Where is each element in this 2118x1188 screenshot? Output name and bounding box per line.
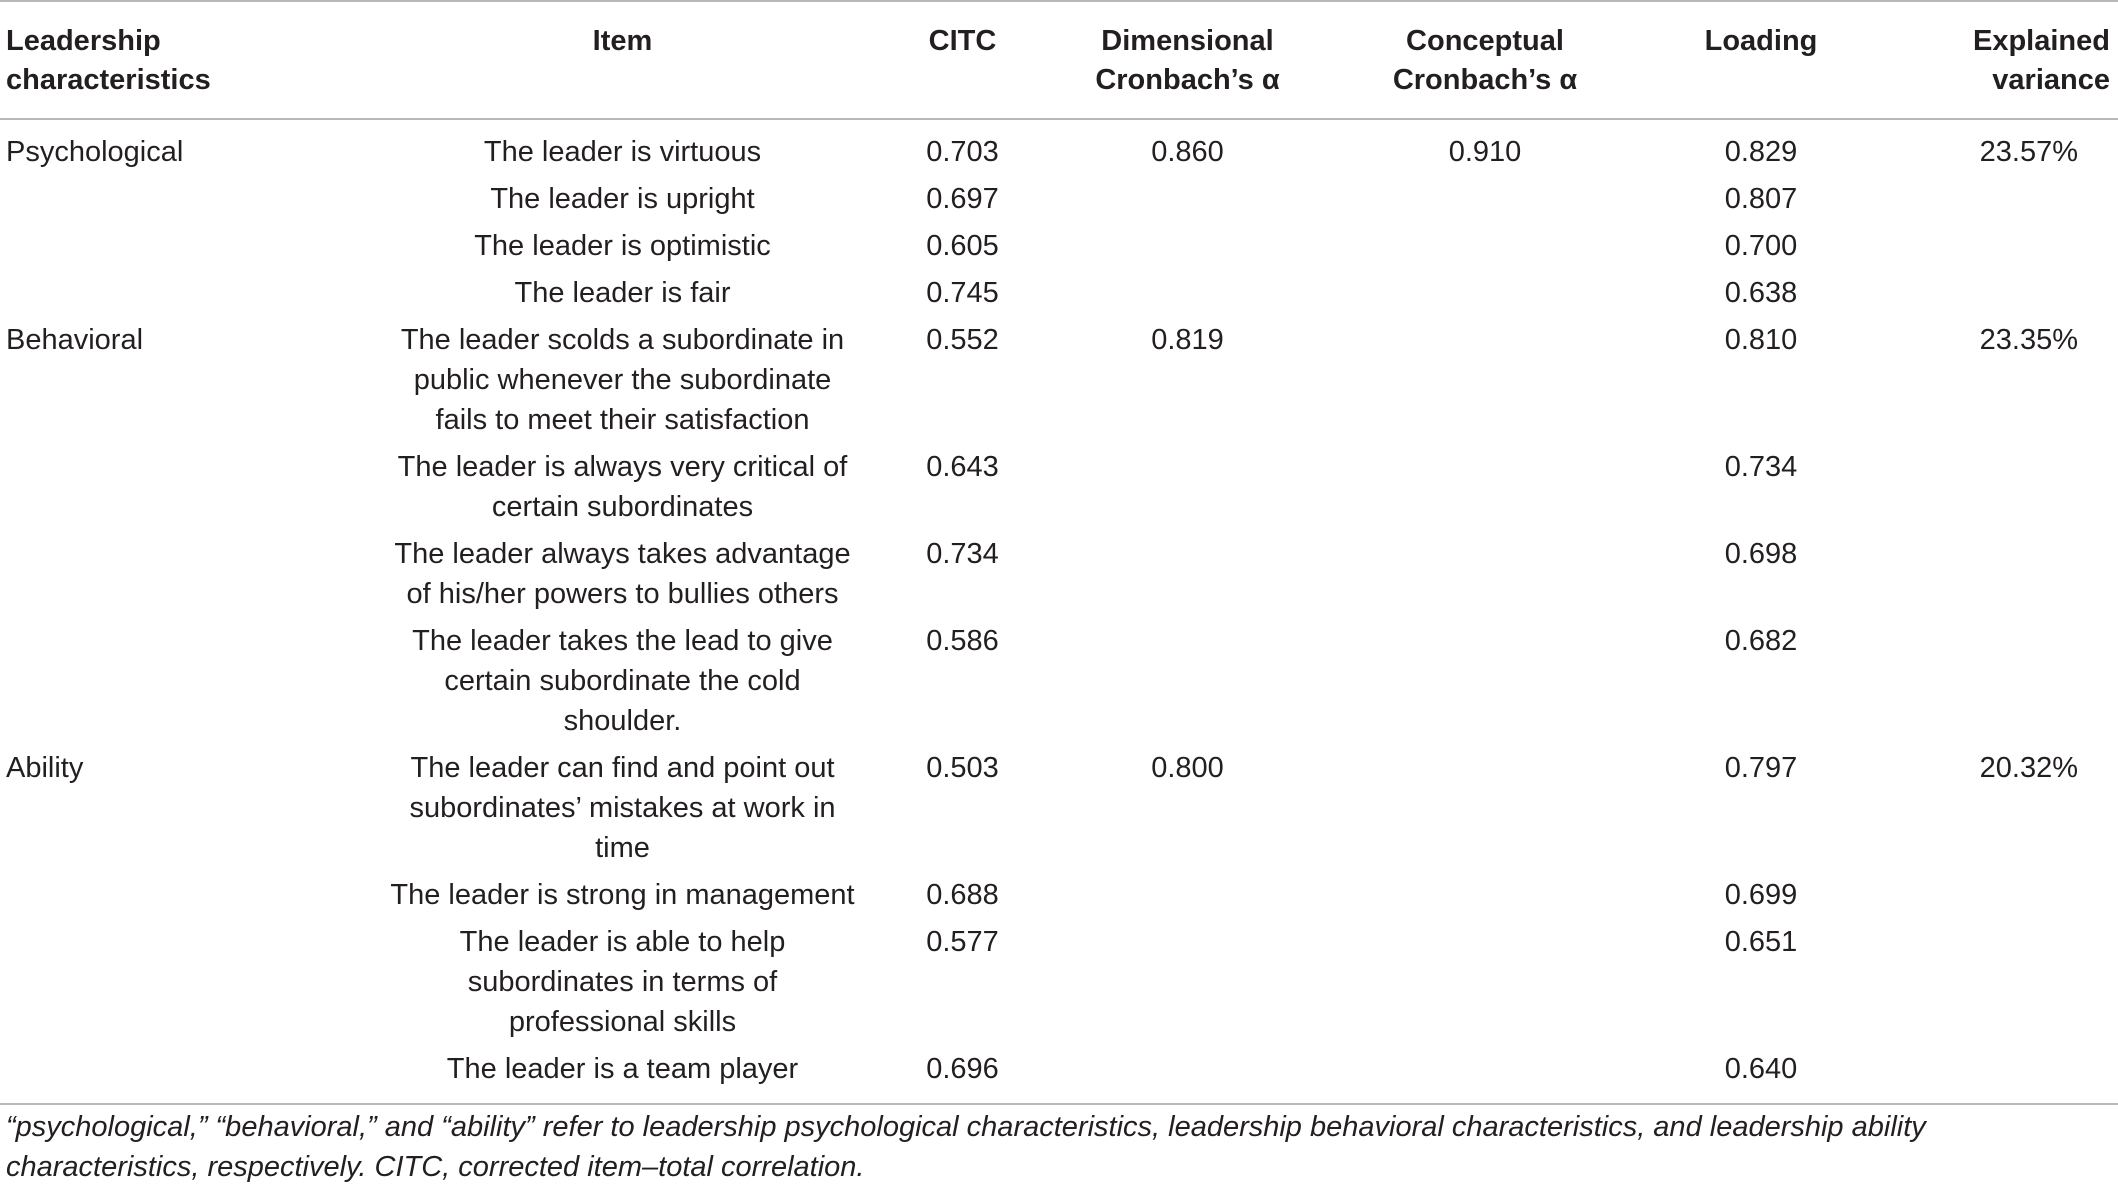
table-row: [0, 621, 2118, 748]
cell-conceptual-alpha: 0.910: [1448, 136, 1522, 168]
cell-leadership-characteristic: [0, 447, 380, 534]
cell-explained-variance: [1867, 447, 2118, 534]
cell-item: The leader is upright: [490, 183, 755, 215]
cell-leadership-characteristic: Behavioral: [6, 324, 144, 356]
cell-citc: 0.643: [926, 451, 999, 483]
cell-dimensional-alpha: [1060, 226, 1315, 273]
cell-item: The leader is optimistic: [474, 230, 771, 262]
table-row: [0, 226, 2118, 273]
cell-leadership-characteristic: [0, 875, 380, 922]
cell-item: The leader is fair: [514, 277, 731, 309]
cell-leadership-characteristic: Ability: [6, 752, 84, 784]
cell-leadership-characteristic: [0, 273, 380, 320]
table-row: [0, 922, 2118, 1049]
cell-citc: 0.696: [926, 1053, 999, 1085]
cell-dimensional-alpha: [1060, 447, 1315, 534]
cell-explained-variance: 23.57%: [1979, 136, 2078, 168]
cell-leadership-characteristic: [0, 534, 380, 621]
cell-conceptual-alpha: [1315, 273, 1655, 320]
cell-dimensional-alpha: [1060, 1049, 1315, 1104]
table-row: [0, 119, 2118, 179]
cell-citc: 0.577: [926, 926, 999, 958]
cell-dimensional-alpha: [1060, 534, 1315, 621]
cell-conceptual-alpha: [1315, 534, 1655, 621]
cell-dimensional-alpha: 0.819: [1151, 324, 1224, 356]
cell-citc: 0.605: [926, 230, 999, 262]
cell-loading: 0.651: [1724, 926, 1798, 958]
cell-explained-variance: [1867, 273, 2118, 320]
cell-conceptual-alpha: [1315, 179, 1655, 226]
cell-conceptual-alpha: [1315, 748, 1655, 875]
cell-conceptual-alpha: [1315, 226, 1655, 273]
cell-citc: 0.745: [926, 277, 999, 309]
table-body: [0, 119, 2118, 1104]
cell-leadership-characteristic: [0, 179, 380, 226]
cell-dimensional-alpha: [1060, 875, 1315, 922]
cell-loading: 0.698: [1724, 538, 1798, 570]
cell-item: The leader takes the lead to give certain subordinate the cold shoulder.: [412, 625, 833, 737]
cell-citc: 0.586: [926, 625, 999, 657]
header-explained-line1: Explained: [1973, 25, 2110, 57]
cell-explained-variance: [1867, 226, 2118, 273]
cell-citc: 0.552: [926, 324, 999, 356]
cell-dimensional-alpha: [1060, 621, 1315, 748]
cell-loading: 0.682: [1724, 625, 1798, 657]
table-row: [0, 179, 2118, 226]
cell-leadership-characteristic: [0, 621, 380, 748]
header-loading: Loading: [1704, 25, 1818, 57]
cell-loading: 0.807: [1724, 183, 1798, 215]
cell-citc: 0.734: [926, 538, 999, 570]
cell-loading: 0.699: [1724, 879, 1798, 911]
cell-loading: 0.638: [1724, 277, 1798, 309]
table-row: [0, 1049, 2118, 1104]
cell-citc: 0.503: [926, 752, 999, 784]
cell-item: The leader is strong in management: [390, 879, 855, 911]
cell-dimensional-alpha: [1060, 273, 1315, 320]
header-explained-line2: variance: [1992, 64, 2110, 96]
cell-explained-variance: 23.35%: [1979, 324, 2078, 356]
header-explained-variance: [1867, 1, 2118, 119]
header-row: [0, 1, 2118, 119]
cell-leadership-characteristic: [0, 922, 380, 1049]
header-dimensional-line2: Cronbach’s α: [1095, 64, 1280, 96]
cell-explained-variance: [1867, 179, 2118, 226]
cell-item: The leader is virtuous: [483, 136, 762, 168]
cell-loading: 0.734: [1724, 451, 1798, 483]
cell-loading: 0.829: [1724, 136, 1798, 168]
cell-item: The leader is a team player: [446, 1053, 799, 1085]
header-item: Item: [592, 25, 653, 57]
cell-explained-variance: [1867, 922, 2118, 1049]
table-footnote: “psychological,” “behavioral,” and “ability” refer to leadership psychological characteristics, leadership behavioral characteristics, and leadership ability characteristics, respectively. CITC, corrected item–total correlation.: [6, 1111, 1926, 1183]
cell-explained-variance: [1867, 534, 2118, 621]
cell-item: The leader is always very critical of certain subordinates: [397, 451, 848, 523]
cell-explained-variance: 20.32%: [1979, 752, 2078, 784]
table-row: [0, 534, 2118, 621]
cell-item: The leader can find and point out subordinates’ mistakes at work in time: [409, 752, 836, 864]
header-citc: CITC: [928, 25, 997, 57]
table-row: [0, 320, 2118, 447]
cell-explained-variance: [1867, 1049, 2118, 1104]
table-row: [0, 273, 2118, 320]
header-leadership-characteristics: Leadership characteristics: [6, 25, 211, 96]
table-row: [0, 447, 2118, 534]
cell-conceptual-alpha: [1315, 922, 1655, 1049]
cell-item: The leader is able to help subordinates in terms of professional skills: [459, 926, 786, 1038]
cell-dimensional-alpha: [1060, 179, 1315, 226]
cell-citc: 0.697: [926, 183, 999, 215]
cell-loading: 0.700: [1724, 230, 1798, 262]
cell-leadership-characteristic: [0, 1049, 380, 1104]
cell-dimensional-alpha: [1060, 922, 1315, 1049]
cell-conceptual-alpha: [1315, 621, 1655, 748]
cell-explained-variance: [1867, 875, 2118, 922]
cell-explained-variance: [1867, 621, 2118, 748]
cell-loading: 0.810: [1724, 324, 1798, 356]
cell-citc: 0.688: [926, 879, 999, 911]
header-dimensional-line1: Dimensional: [1101, 25, 1274, 57]
cell-conceptual-alpha: [1315, 320, 1655, 447]
header-conceptual-alpha: Conceptual Cronbach’s α: [1392, 25, 1578, 96]
header-dimensional-alpha: [1060, 1, 1315, 119]
cell-conceptual-alpha: [1315, 447, 1655, 534]
cell-dimensional-alpha: 0.800: [1151, 752, 1224, 784]
cell-item: The leader scolds a subordinate in public whenever the subordinate fails to meet their satisfaction: [400, 324, 845, 436]
table-row: [0, 748, 2118, 875]
cell-loading: 0.640: [1724, 1053, 1798, 1085]
cell-conceptual-alpha: [1315, 875, 1655, 922]
cell-item: The leader always takes advantage of his/her powers to bullies others: [394, 538, 851, 610]
cell-loading: 0.797: [1724, 752, 1798, 784]
table-row: [0, 875, 2118, 922]
cell-dimensional-alpha: 0.860: [1151, 136, 1224, 168]
cell-leadership-characteristic: Psychological: [6, 136, 184, 168]
cell-citc: 0.703: [926, 136, 999, 168]
cell-conceptual-alpha: [1315, 1049, 1655, 1104]
cell-leadership-characteristic: [0, 226, 380, 273]
